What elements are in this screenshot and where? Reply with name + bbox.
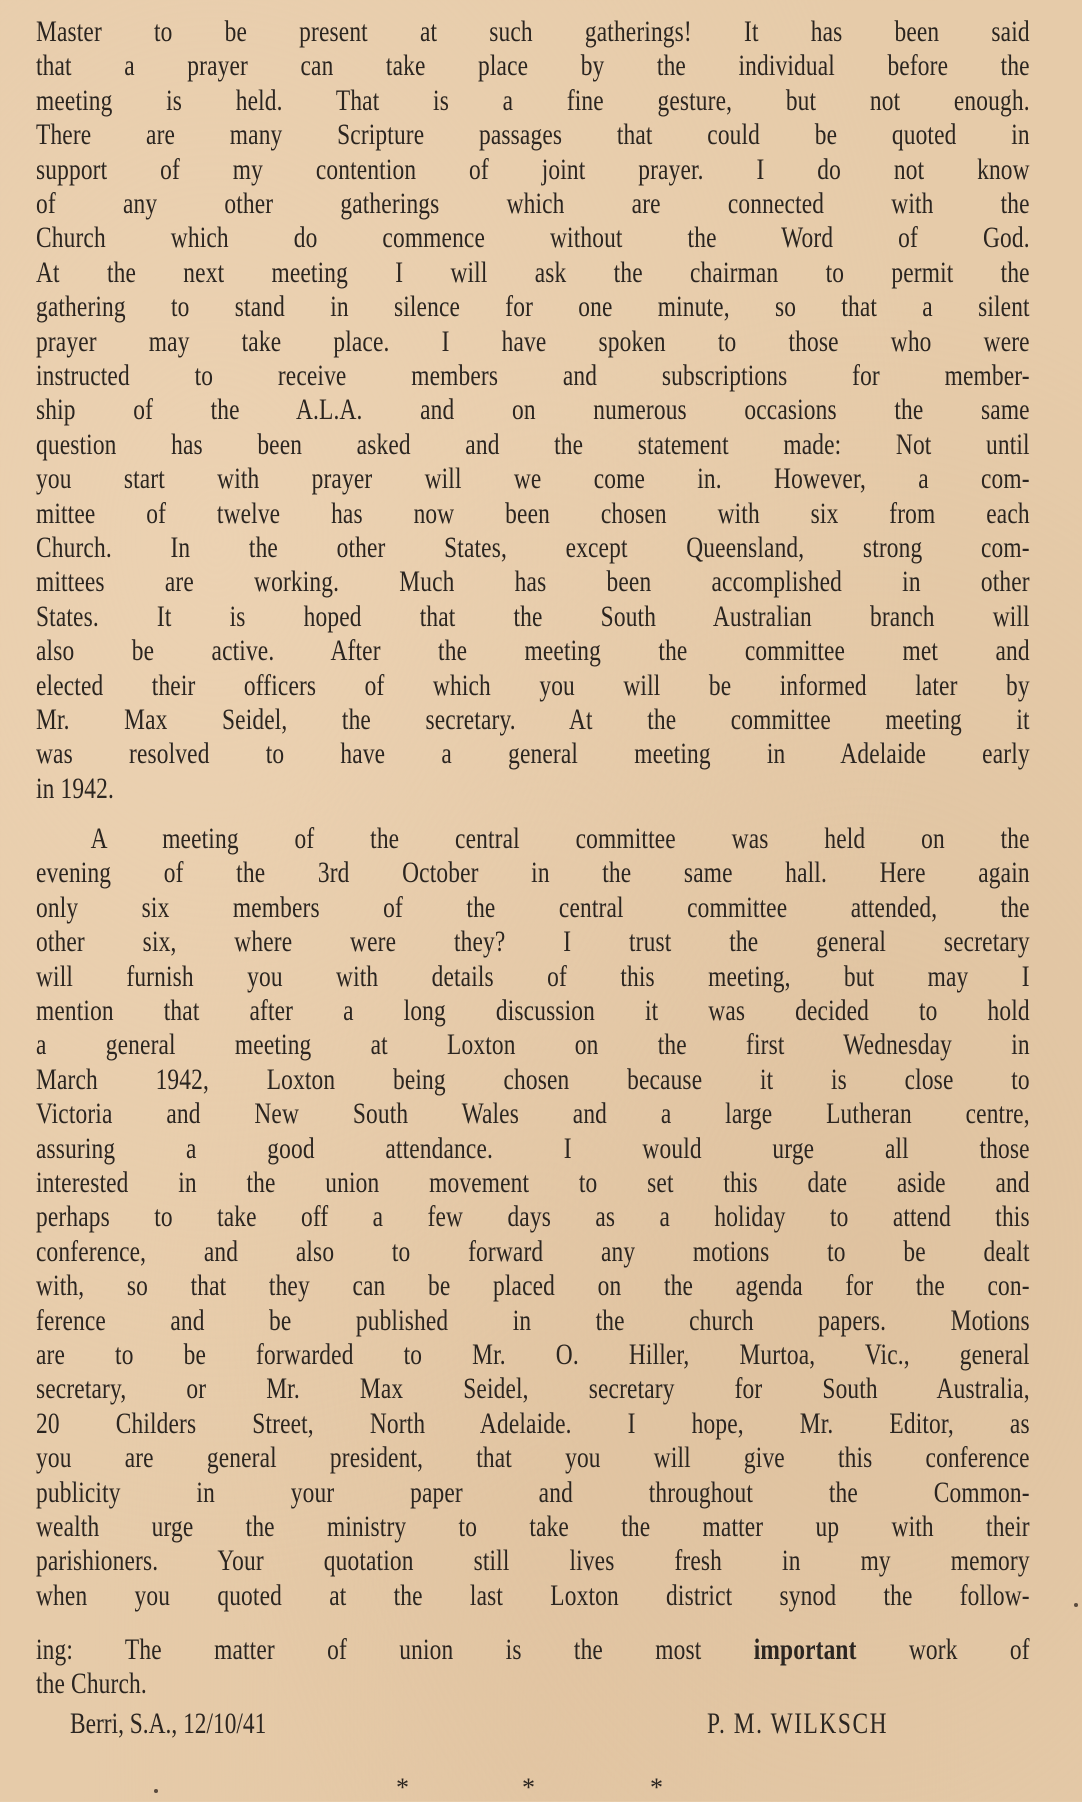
text-line xyxy=(36,1544,1030,1578)
signature-name xyxy=(707,1707,939,1741)
text-line xyxy=(36,1579,1030,1613)
text-run: assuring a good attendance. I would urge all those xyxy=(36,1131,1030,1165)
signature-place-date xyxy=(70,1707,322,1741)
text-line xyxy=(36,1132,1030,1166)
text-run: perhaps to take off a few days as a holiday to attend this xyxy=(36,1200,1030,1234)
print-speck xyxy=(1074,1603,1078,1607)
place-date-text: Berri, S.A., 12/10/41 xyxy=(70,1707,267,1740)
text-run: States. It is hoped that the South Australian branch will xyxy=(36,599,1030,633)
emphasized-word: important xyxy=(753,1633,857,1666)
author-name-text: P. M. WILKSCH xyxy=(707,1707,889,1740)
text-line xyxy=(36,1667,1030,1701)
text-line xyxy=(36,565,1030,599)
section-separator xyxy=(0,1775,1082,1801)
text-run: Mr. Max Seidel, the secretary. At the committee meeting it xyxy=(36,703,1030,736)
print-speck xyxy=(154,1789,158,1793)
text-line xyxy=(36,290,1030,324)
text-run: wealth urge the ministry to take the matter up with their xyxy=(36,1510,1030,1543)
text-line xyxy=(36,1097,1030,1131)
text-line xyxy=(36,1269,1030,1303)
text-run: evening of the 3rd October in the same hall. Here again xyxy=(36,856,1030,890)
text-run: A meeting of the central committee was held on the xyxy=(90,822,1030,855)
text-run: you are general president, that you will give this conference xyxy=(36,1441,1030,1475)
text-run: the Church. xyxy=(36,1667,147,1700)
text-run: also be active. After the meeting the committee met and xyxy=(36,634,1030,668)
text-line xyxy=(36,462,1030,496)
text-run: prayer may take place. I have spoken to those who were xyxy=(36,324,1030,358)
text-run: Master to be present at such gatherings! It has been said xyxy=(36,15,1030,48)
text-line xyxy=(36,634,1030,668)
text-line xyxy=(36,669,1030,703)
text-line xyxy=(36,497,1030,531)
text-run: work of xyxy=(856,1633,1030,1666)
text-run: secretary, or Mr. Max Seidel, secretary for South Australia, xyxy=(36,1372,1030,1406)
text-line xyxy=(36,1304,1030,1338)
text-line xyxy=(36,187,1030,221)
text-run: gathering to stand in silence for one minute, so that a silent xyxy=(36,290,1030,324)
text-run: ing: The matter of union is the most xyxy=(36,1633,754,1666)
text-line xyxy=(36,994,1030,1028)
text-run: mittee of twelve has now been chosen with six from each xyxy=(36,496,1030,530)
text-run: that a prayer can take place by the individual before the xyxy=(36,49,1030,83)
text-run: conference, and also to forward any motions to be dealt xyxy=(36,1234,1030,1268)
text-line xyxy=(36,1407,1030,1441)
text-run: elected their officers of which you will be informed later by xyxy=(36,668,1030,702)
text-run: Church which do commence without the Word of God. xyxy=(36,221,1030,255)
text-line xyxy=(36,822,1030,856)
text-run: will furnish you with details of this meeting, but may I xyxy=(36,959,1030,993)
text-line xyxy=(36,1235,1030,1269)
text-line xyxy=(36,1372,1030,1406)
text-run: meeting is held. That is a fine gesture, but not enough. xyxy=(36,83,1030,117)
text-line xyxy=(36,153,1030,187)
text-line xyxy=(36,531,1030,565)
text-line xyxy=(36,737,1030,771)
text-run: 20 Childers Street, North Adelaide. I hope, Mr. Editor, as xyxy=(36,1406,1030,1440)
text-line xyxy=(36,1441,1030,1475)
text-run: was resolved to have a general meeting in Adelaide early xyxy=(36,737,1030,771)
text-line xyxy=(36,221,1030,255)
text-run: March 1942, Loxton being chosen because it is close to xyxy=(36,1062,1030,1096)
text-line xyxy=(36,118,1030,152)
text-run: with, so that they can be placed on the agenda for the con- xyxy=(36,1269,1030,1303)
text-line xyxy=(36,359,1030,393)
text-line xyxy=(36,428,1030,462)
text-line xyxy=(36,1028,1030,1062)
text-run: publicity in your paper and throughout the Common- xyxy=(36,1475,1030,1509)
text-run: when you quoted at the last Loxton district synod the follow- xyxy=(36,1578,1030,1612)
asterisk: * xyxy=(522,1773,535,1802)
text-run: you start with prayer will we come in. However, a com- xyxy=(36,462,1030,496)
text-line xyxy=(36,1063,1030,1097)
text-run: a general meeting at Loxton on the first Wednesday in xyxy=(36,1028,1030,1062)
text-run: support of my contention of joint prayer. I do not know xyxy=(36,152,1030,186)
text-line xyxy=(36,49,1030,83)
text-run: ference and be published in the church papers. Motions xyxy=(36,1303,1030,1337)
text-line xyxy=(36,15,1030,49)
text-line xyxy=(36,772,1030,806)
asterisk: * xyxy=(396,1773,409,1802)
text-run: At the next meeting I will ask the chairman to permit the xyxy=(36,255,1030,289)
text-run: of any other gatherings which are connected with the xyxy=(36,187,1030,220)
text-run: are to be forwarded to Mr. O. Hiller, Murtoa, Vic., general xyxy=(36,1338,1030,1371)
text-line xyxy=(36,256,1030,290)
asterisk: * xyxy=(650,1773,663,1802)
text-line xyxy=(36,1476,1030,1510)
text-line xyxy=(36,856,1030,890)
text-run: mittees are working. Much has been accomplished in other xyxy=(36,565,1030,599)
text-run: parishioners. Your quotation still lives fresh in my memory xyxy=(36,1544,1030,1578)
text-run: instructed to receive members and subscriptions for member- xyxy=(36,359,1030,392)
text-line xyxy=(36,960,1030,994)
text-run: question has been asked and the statement made: Not until xyxy=(36,427,1030,461)
text-run: ship of the A.L.A. and on numerous occasions the same xyxy=(36,393,1030,427)
text-line xyxy=(36,1166,1030,1200)
text-line xyxy=(36,891,1030,925)
text-line xyxy=(36,84,1030,118)
text-run: mention that after a long discussion it was decided to hold xyxy=(36,994,1030,1027)
text-line xyxy=(36,1510,1030,1544)
text-line xyxy=(36,1338,1030,1372)
text-run: interested in the union movement to set this date aside and xyxy=(36,1166,1030,1199)
text-line xyxy=(36,703,1030,737)
text-line xyxy=(36,925,1030,959)
text-line xyxy=(36,1200,1030,1234)
text-line xyxy=(36,325,1030,359)
text-run: only six members of the central committee attended, the xyxy=(36,890,1030,924)
text-run: Victoria and New South Wales and a large Lutheran centre, xyxy=(36,1097,1030,1131)
text-line xyxy=(36,1633,1030,1667)
text-run: in 1942. xyxy=(36,771,114,805)
text-run: Church. In the other States, except Queensland, strong com- xyxy=(36,531,1030,564)
text-line xyxy=(36,393,1030,427)
text-line xyxy=(36,600,1030,634)
text-run: There are many Scripture passages that could be quoted in xyxy=(36,118,1030,152)
text-run: other six, where were they? I trust the general secretary xyxy=(36,925,1030,959)
